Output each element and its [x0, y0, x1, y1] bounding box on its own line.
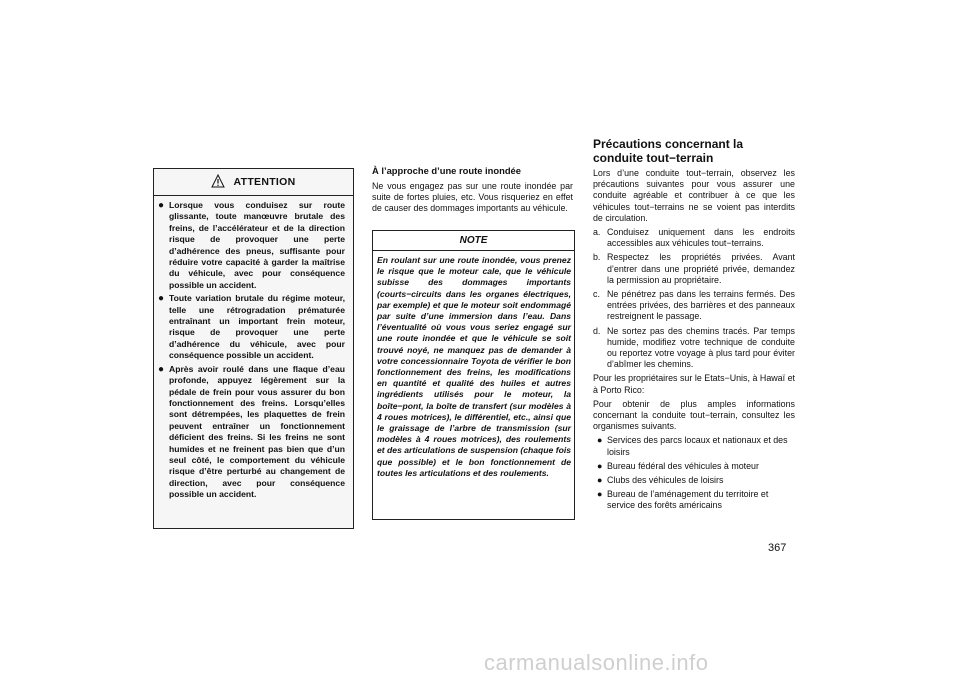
page-number: 367 [768, 542, 787, 554]
list-item [593, 252, 795, 286]
organization-text: Clubs des véhicules de loisirs [607, 475, 724, 486]
attention-item-text: Toute variation brutale du régime moteur, telle une rétrogradation prématurée entraînant un important frein moteur, risque de provoquer une perte d’adhérence du véhicule, avec pour conséquence possible un accident. [169, 293, 345, 361]
bullet-icon: ● [158, 363, 165, 375]
attention-item [158, 293, 345, 361]
attention-header [154, 169, 353, 196]
bullet-icon: ● [597, 475, 603, 486]
attention-body [154, 196, 353, 501]
warning-triangle-icon [211, 174, 225, 188]
watermark: carmanualsonline.info [484, 650, 709, 675]
section-heading-line2: conduite tout−terrain [593, 151, 714, 165]
list-item-text: Ne pénétrez pas dans les terrains fermés. Des entrées privées, des barrières et des panneaux restreignent le passage. [607, 289, 795, 322]
flooded-road-title: À l’approche d’une route inondée [372, 165, 521, 176]
list-item-text: Ne sortez pas des chemins tracés. Par temps humide, modifiez votre technique de conduite ou reportez votre voyage à plus tard pour éviter d’abîmer les chemins. [607, 325, 795, 370]
organization-text: Services des parcs locaux et nationaux et des loisirs [607, 435, 788, 457]
list-item-text: Conduisez uniquement dans les endroits accessibles aux véhicules tout−terrains. [607, 227, 795, 249]
organization-text: Bureau de l’aménagement du territoire et service des forêts américains [607, 489, 769, 511]
attention-item-text: Après avoir roulé dans une flaque d’eau profonde, appuyez légèrement sur la pédale de frein pour vous assurer du bon fonctionnement des freins. Lorsqu’elles sont détrempées, les plaquettes de frein peuvent entraîner un fonctionnement déficient des freins. Si les freins ne sont humides et ne freinent pas bien que d’un seul côté, le comportement du véhicule risque d’être perturbé au changement de direction, avec pour conséquence possible un accident. [169, 363, 345, 500]
list-item [593, 227, 795, 249]
organization-item [593, 461, 795, 472]
organization-text: Bureau fédéral des véhicules à moteur [607, 460, 759, 471]
note-title: NOTE [373, 231, 574, 251]
list-item-label: b. [593, 252, 601, 263]
owners-paragraph: Pour les propriétaires sur le Etats−Unis, à Hawaï et à Porto Rico: [593, 373, 795, 395]
organization-item [593, 489, 795, 511]
offroad-intro: Lors d’une conduite tout−terrain, observez les précautions suivantes pour vous assurer une conduite agréable et contribuer à ce que les véhicules tout−terrains ne se voient pas interdits de circulation. [593, 168, 795, 223]
offroad-section [593, 168, 795, 515]
bullet-icon: ● [158, 200, 165, 211]
info-paragraph: Pour obtenir de plus amples informations concernant la conduite tout−terrain, consultez les organismes suivants. [593, 398, 795, 432]
list-item-label: a. [593, 227, 601, 238]
attention-title: ATTENTION [233, 176, 296, 188]
attention-item [158, 200, 345, 291]
organization-item [593, 475, 795, 486]
bullet-icon: ● [597, 489, 603, 500]
attention-item [158, 364, 345, 501]
list-item-label: c. [593, 289, 600, 300]
bullet-icon: ● [597, 435, 603, 446]
attention-box [153, 168, 354, 529]
organization-item [593, 435, 795, 457]
section-heading [593, 137, 743, 165]
list-item-label: d. [593, 325, 601, 336]
bullet-icon: ● [158, 293, 165, 305]
list-item [593, 326, 795, 371]
flooded-road-paragraph: Ne vous engagez pas sur une route inondée par suite de fortes pluies, etc. Vous risqueriez en effet de causer des dommages importants au véhicule. [372, 181, 573, 214]
note-text: En roulant sur une route inondée, vous prenez le risque que le moteur cale, que le véhicule subisse des dommages importants (courts−circuits dans les organes électriques, par exemple) et que le moteur soit endommagé par suite d’une immersion dans l’eau. Dans l’éventualité où vous vous seriez engagé sur une route inondée et que le véhicule se soit trouvé noyé, ne manquez pas de demander à votre concessionnaire Toyota de vérifier le bon fonctionnement des freins, les modifications en quantité et qualité des huiles et autres ingrédients utilisés pour le moteur, la boîte−pont, la boîte de transfert (sur modèles à 4 roues motrices), le différentiel, etc., ainsi que le graissage de l’arbre de transmission (sur modèles à 4 roues motrices), des roulements et des articulations de suspension (chaque fois que possible) et le bon fonctionnement de toutes les articulations et des roulements. [377, 255, 571, 478]
section-heading-line1: Précautions concernant la [593, 137, 744, 151]
bullet-icon: ● [597, 460, 603, 471]
attention-item-text: Lorsque vous conduisez sur route glissante, toute manœuvre brutale des freins, de l’accélérateur et de la direction risque de provoquer une perte d’adhérence des pneus, suffisante pour réduire votre capacité à garder la maîtrise du véhicule, avec pour conséquence possible un accident. [169, 200, 345, 290]
list-item-text: Respectez les propriétés privées. Avant d’entrer dans une propriété privée, demandez la permission au propriétaire. [607, 252, 795, 285]
list-item [593, 289, 795, 323]
note-box [372, 230, 575, 520]
